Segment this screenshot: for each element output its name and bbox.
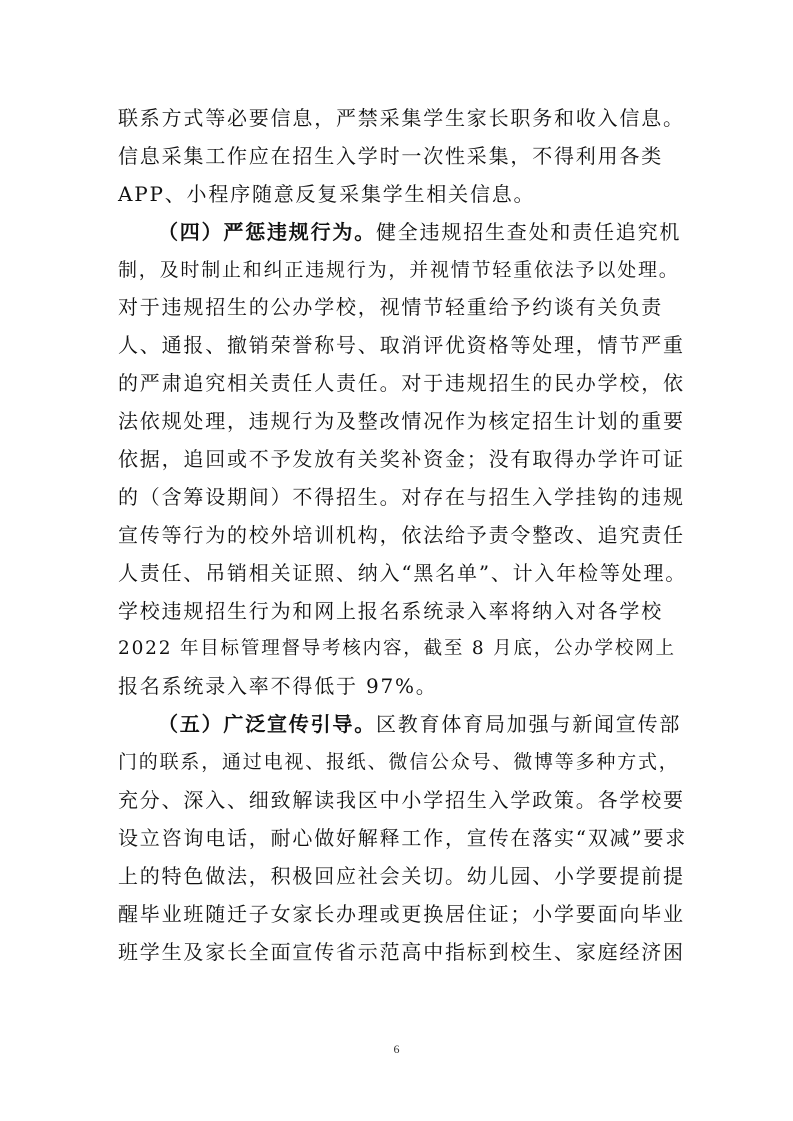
line-text: 信息采集工作应在招生入学时一次性采集，不得利用各类 (118, 143, 663, 168)
text-line (118, 820, 688, 858)
line-text: 充分、深入、细致解读我区中小学招生入学政策。各学校要 (118, 788, 685, 813)
text-line (118, 555, 688, 593)
line-text: 对于违规招生的公办学校，视情节轻重给予约谈有关负责 (118, 295, 663, 320)
line-text: 人、通报、撤销荣誉称号、取消评优资格等处理，情节严重 (118, 333, 685, 358)
section-heading: （四）严惩违规行为。 (158, 219, 376, 244)
text-line (118, 289, 688, 327)
text-line (118, 744, 688, 782)
text-line (118, 252, 688, 290)
text-line (118, 593, 688, 631)
line-text: 的（含筹设期间）不得招生。对存在与招生入学挂钩的违规 (118, 484, 685, 509)
text-line (118, 630, 688, 668)
line-text: 学校违规招生行为和网上报名系统录入率将纳入对各学校 (118, 598, 663, 623)
line-text: 联系方式等必要信息，严禁采集学生家长职务和收入信息。 (118, 106, 685, 130)
text-line (118, 138, 688, 176)
body-text (118, 100, 688, 971)
line-text: 区教育体育局加强与新闻宣传部 (376, 712, 682, 737)
text-line (118, 934, 688, 972)
text-line (118, 441, 688, 479)
line-text: 2022 年目标管理督导考核内容，截至 8 月底，公办学校网上 (118, 638, 676, 660)
text-line (118, 214, 688, 252)
text-line (118, 403, 688, 441)
text-line (118, 176, 688, 214)
line-text: 健全违规招生查处和责任追究机 (376, 219, 682, 244)
text-line (118, 365, 688, 403)
line-text: 设立咨询电话，耐心做好解释工作，宣传在落实“双减”要求 (118, 825, 688, 850)
line-text: 制，及时制止和纠正违规行为，并视情节轻重依法予以处理。 (118, 258, 680, 281)
text-line (118, 100, 688, 138)
line-text: 依据，追回或不予发放有关奖补资金；没有取得办学许可证 (118, 447, 685, 472)
line-text: 人责任、吊销相关证照、纳入“黑名单”、计入年检等处理。 (118, 560, 688, 585)
line-text: APP、小程序随意反复采集学生相关信息。 (118, 181, 536, 206)
text-line (118, 782, 688, 820)
line-text: 醒毕业班随迁子女家长办理或更换居住证；小学要面向毕业 (118, 901, 685, 926)
text-line (118, 517, 688, 555)
line-text: 的严肃追究相关责任人责任。对于违规招生的民办学校，依 (118, 371, 685, 396)
line-text: 法依规处理，违规行为及整改情况作为核定招生计划的重要 (118, 409, 685, 434)
text-line (118, 896, 688, 934)
text-line (118, 327, 688, 365)
section-heading: （五）广泛宣传引导。 (158, 712, 376, 737)
line-text: 班学生及家长全面宣传省示范高中指标到校生、家庭经济困 (118, 939, 685, 964)
line-text: 宣传等行为的校外培训机构，依法给予责令整改、追究责任 (118, 522, 685, 547)
text-line (118, 706, 688, 744)
line-text: 上的特色做法，积极回应社会关切。幼儿园、小学要提前提 (118, 863, 685, 888)
page-number: 6 (393, 1042, 400, 1056)
line-text: 报名系统录入率不得低于 97%。 (118, 674, 438, 699)
text-line (118, 668, 688, 706)
text-line (118, 479, 688, 517)
text-line (118, 858, 688, 896)
line-text: 门的联系，通过电视、报纸、微信公众号、微博等多种方式， (118, 751, 680, 774)
